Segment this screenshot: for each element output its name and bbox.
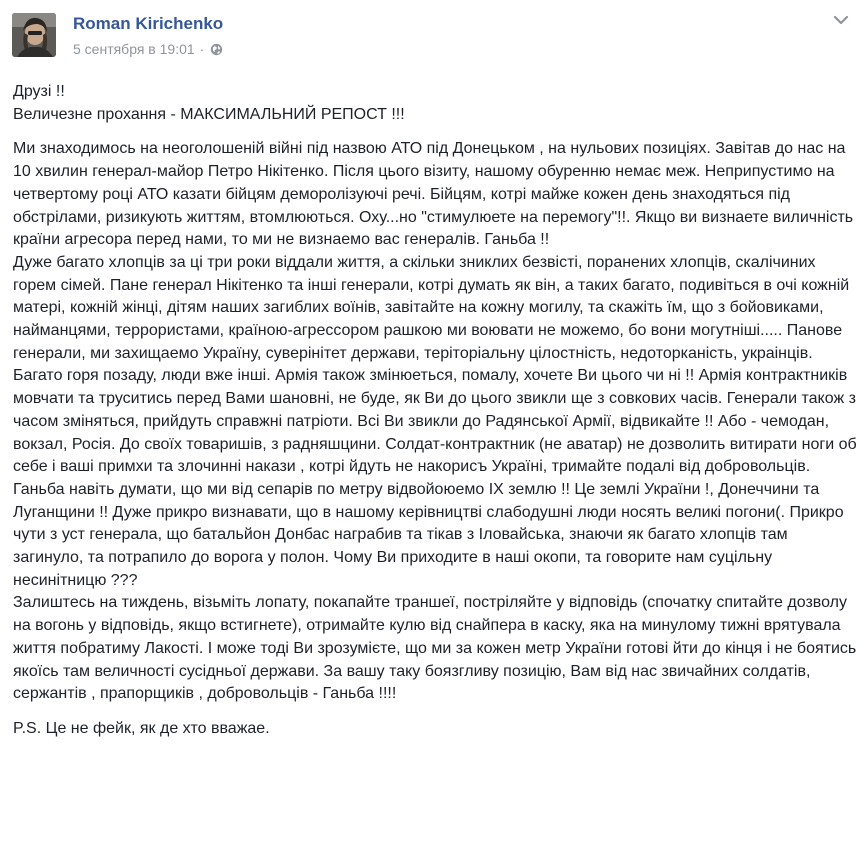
post-paragraph-ps: P.S. Це не фейк, як де хто вважае.: [13, 719, 270, 737]
chevron-down-icon[interactable]: [833, 14, 849, 26]
avatar-photo: [12, 13, 56, 57]
post-paragraph-main: Ми знаходимось на неоголошеній війні під назвою АТО під Донецьком , на нульових позиціях. Завітав до нас на 10 хвилин генерал-майор Петро Нікітенко. Після цього візиту, нашому обуренню немає меж. Неприпустимо на четвертому році АТО казати бійцям деморолізуючі речі. Бійцям, котрі майже кожен день знаходяться під обстрілами, ризикують життям, втомлюються. Оху...но "стимулюете на перемогу"!!. Якщо ви визнаете виличність країни агресора перед нами, то ми не визнаемо вас генералів. Ганьба !! Дуже багато хлопців за ці три роки віддали життя, а скільки зниклих безвісті, поранених хлопців, скалічиних горем сімей. Пане генерал Нікітенко та інші генерали, котрі думать як він, а таких багато, подивіться в очі кожній матері, кожній жінці, дітям наших загиблих воїнів, завітайте на кожну могилу, та скажіть їм, що з бойовиками, найманцями, террористами, країною-агрессором рашкою ми воювати не можемо, бо вони могутніші..... Панове генерали, ми захищаемо Україну, суверінітет держави, теріторіальну цілостність, недоторканість, украінців. Багато горя позаду, люди вже інші. Армія також змінюеться, помалу, хочете Ви цього чи ні !! Армія контрактників мовчати та труситись перед Вами шановні, не буде, як Ви до цього звикли ще з совкових часів. Генерали також з часом зміняться, прийдуть справжні патріоти. Всі Ви звикли до Радянської Армії, відвикайте !! Або - чемодан, вокзал, Росія. До своїх товаришів, з радняшцини. Солдат-контрактник (не аватар) не дозволить витирати ноги об себе і ваші примхи та злочинні накази , котрі йдуть не накорисъ Україні, тримайте подалі від добровольців. Ганьба навіть думати, що ми від сепарів по метру відвойоюемо ІХ землю !! Це землі України !, Донеччини та Луганщини !! Дуже прикро визнавати, що в нашому керівництві слабодушні люди носять великі погони(. Прикро чути з уст генерала, що батальйон Донбас награбив та тікав з Іловайська, знаючи як багато хлопців там загинуло, та потрапило до ворога у полон. Чому Ви приходите в наші окопи, та говорите нам суцільну несинітницю ??? Залиштесь на тиждень, візьміть лопату, покапайте траншеї, постріляйте у відповідь (спочатку спитайте дозволу на вогонь у відповідь, якщо встигнете), отримайте кулю від снайпера в каску, яка на минулому тижні врятувала життя побратиму Лакості. І може тоді Ви зрозумієте, що ми за кожен метр України готові йти до кінця і не боятись якоїсь там величності сусідньої держави. За вашу таку боязгливу позицію, Вам від нас звичайних солдатів, сержантів , прапорщиків , добровольців - Ганьба !!!!: [13, 140, 857, 703]
globe-icon[interactable]: [210, 43, 223, 56]
author-name-link[interactable]: Roman Kirichenko: [73, 14, 224, 33]
avatar[interactable]: [12, 13, 56, 57]
meta-separator: ·: [199, 41, 205, 57]
post-paragraph-greeting: Друзі !! Величезне прохання - МАКСИМАЛЬНИЙ РЕПОСТ !!!: [13, 83, 405, 123]
post-meta: [73, 41, 223, 57]
post-timestamp-link[interactable]: 5 сентября в 19:01: [73, 41, 195, 57]
post-text: [13, 81, 858, 753]
